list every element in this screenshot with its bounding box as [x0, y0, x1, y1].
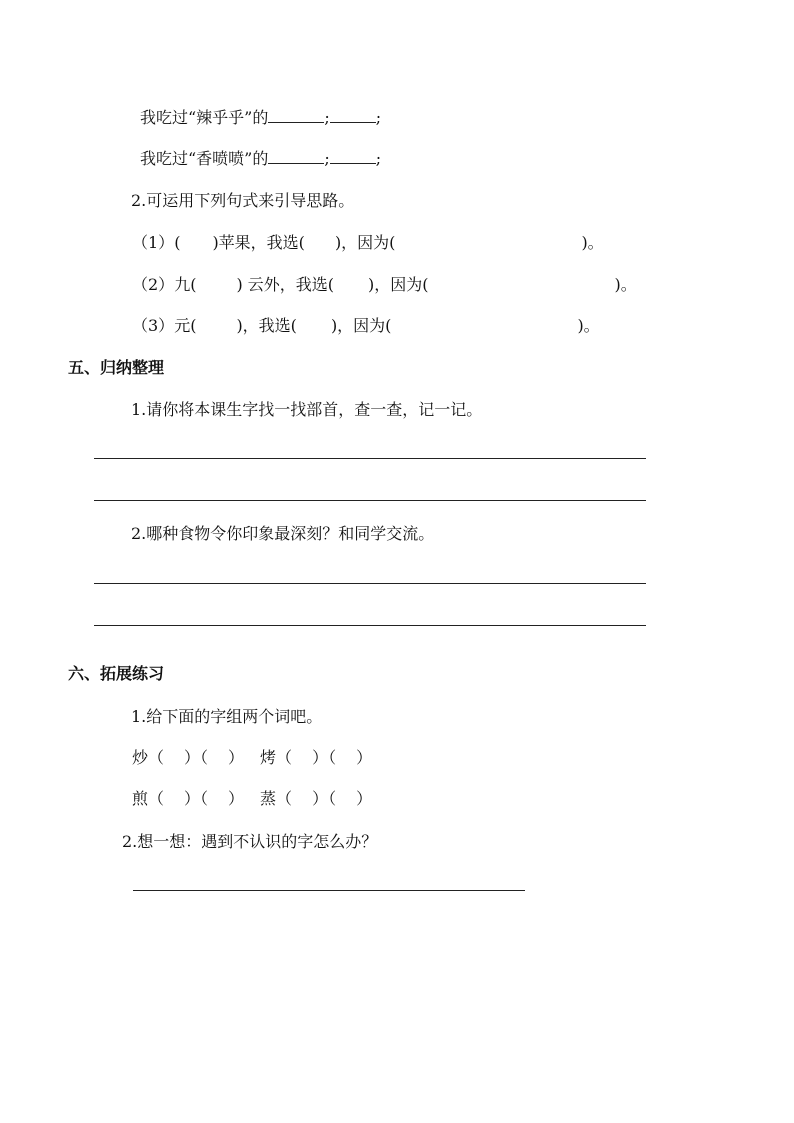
section-heading-summary: 五、归纳整理: [68, 358, 165, 377]
answer-blank[interactable]: [268, 149, 324, 164]
answer-blank[interactable]: [330, 108, 376, 123]
pattern-2: （2）九( ) 云外，我选( )，因为( )。: [132, 275, 637, 294]
pattern-3: （3）元( )，我选( )，因为( )。: [132, 316, 600, 335]
answer-line[interactable]: [133, 890, 525, 891]
section-heading-extension: 六、拓展练习: [68, 664, 165, 683]
question-radicals: 1.请你将本课生字找一找部首，查一查，记一记。: [131, 400, 483, 419]
answer-blank[interactable]: [268, 108, 324, 123]
answer-line[interactable]: [94, 625, 646, 626]
spicy-food-line: 我吃过“辣乎乎”的 ; ;: [140, 108, 382, 127]
question-favorite-food: 2.哪种食物令你印象最深刻？和同学交流。: [131, 524, 435, 543]
pattern-1: （1）( )苹果，我选( )，因为( )。: [132, 233, 604, 252]
question-word-groups: 1.给下面的字组两个词吧。: [131, 707, 323, 726]
word-group-row-2: 煎（ ）（ ） 蒸（ ）（ ）: [132, 789, 373, 808]
answer-line[interactable]: [94, 458, 646, 459]
fragrant-food-line: 我吃过“香喷喷”的 ; ;: [140, 149, 382, 168]
answer-blank[interactable]: [330, 149, 376, 164]
answer-line[interactable]: [94, 500, 646, 501]
question-unknown-characters: 2.想一想：遇到不认识的字怎么办？: [122, 832, 378, 851]
word-group-row-1: 炒（ ）（ ） 烤（ ）（ ）: [132, 748, 373, 767]
answer-line[interactable]: [94, 583, 646, 584]
question-guide-sentences: 2.可运用下列句式来引导思路。: [131, 191, 355, 210]
